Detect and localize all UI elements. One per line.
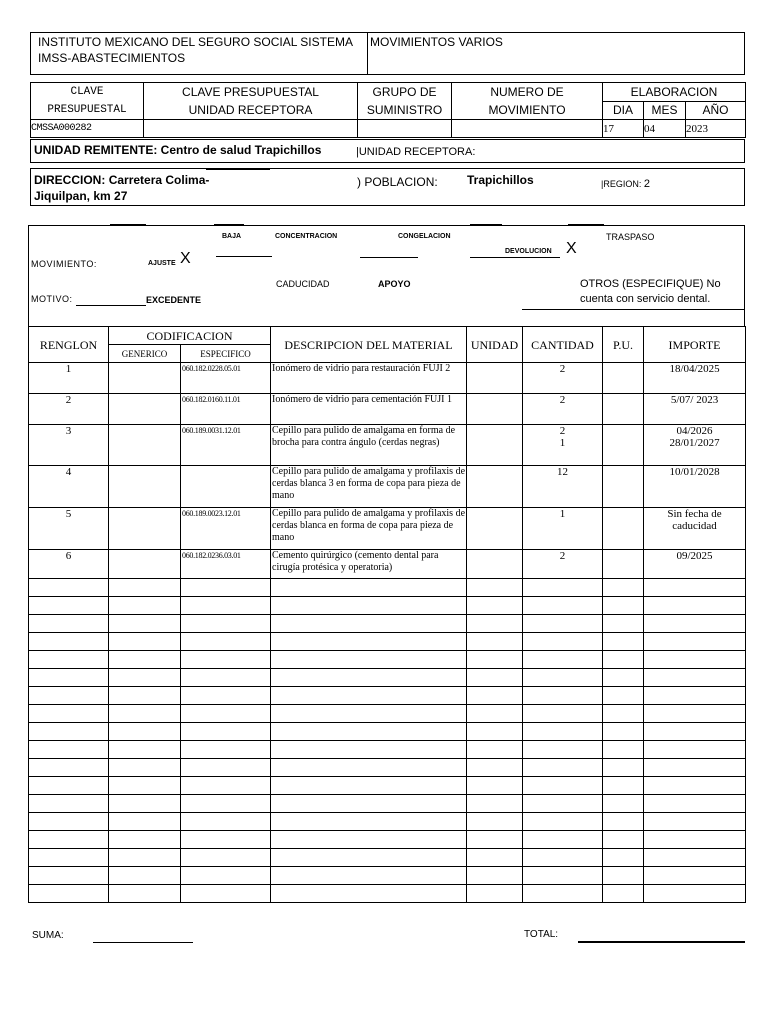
empty-cell (181, 831, 271, 849)
dia-header: DIA (603, 101, 644, 120)
receptora-label: UNIDAD RECEPTORA: (358, 146, 476, 158)
ajuste-label: AJUSTE (148, 260, 176, 267)
empty-cell (644, 723, 746, 741)
descripcion-cell: Cepillo para pulido de amalgama y profilaxis de cerdas blanca en forma de copa para pieza de mano (271, 508, 467, 550)
renglon-cell: 5 (29, 508, 109, 550)
motivo (31, 294, 73, 304)
empty-cell (271, 651, 467, 669)
empty-cell (523, 669, 603, 687)
empty-cell (271, 597, 467, 615)
unidad-remitente (34, 143, 321, 157)
empty-cell (603, 723, 644, 741)
empty-cell (603, 849, 644, 867)
empty-cell (603, 813, 644, 831)
empty-cell (29, 669, 109, 687)
empty-cell (181, 579, 271, 597)
empty-cell (644, 615, 746, 633)
remitente-value: Centro de salud Trapichillos (160, 143, 322, 157)
devolucion-label: DEVOLUCION (505, 248, 552, 255)
empty-cell (603, 759, 644, 777)
empty-cell (109, 597, 181, 615)
empty-cell (271, 759, 467, 777)
baja-line (216, 256, 272, 257)
direccion-value-1: Carretera Colima- (108, 173, 210, 187)
empty-cell (29, 759, 109, 777)
direccion-value-2: Jiquilpan, km 27 (34, 189, 128, 203)
cantidad-cell: 12 (523, 466, 603, 508)
pu-cell (603, 466, 644, 508)
region: |REGION: 2 (601, 178, 650, 190)
empty-cell (523, 597, 603, 615)
renglon-cell: 3 (29, 425, 109, 466)
empty-cell (523, 651, 603, 669)
apoyo-label: APOYO (378, 279, 411, 289)
empty-cell (523, 759, 603, 777)
empty-table-row (29, 669, 746, 687)
mes-value: 04 (644, 120, 686, 138)
empty-cell (523, 849, 603, 867)
empty-table-row (29, 759, 746, 777)
empty-cell (467, 777, 523, 795)
empty-cell (644, 579, 746, 597)
empty-cell (523, 615, 603, 633)
empty-cell (29, 651, 109, 669)
empty-cell (29, 741, 109, 759)
empty-cell (29, 723, 109, 741)
empty-cell (181, 849, 271, 867)
empty-cell (467, 651, 523, 669)
pu-cell (603, 394, 644, 425)
table-row (29, 508, 746, 550)
renglon-cell: 1 (29, 363, 109, 394)
empty-cell (467, 669, 523, 687)
concentracion-line (360, 257, 418, 258)
concentracion-label: CONCENTRACION (275, 233, 338, 240)
empty-cell (181, 633, 271, 651)
table-row (29, 394, 746, 425)
pu-cell (603, 550, 644, 579)
empty-cell (644, 831, 746, 849)
cantidad-cell: 2 1 (523, 425, 603, 466)
devolucion-mark: X (566, 240, 577, 257)
empty-cell (523, 885, 603, 903)
importe-cell: 04/2026 28/01/2027 (644, 425, 746, 466)
renglon-cell: 4 (29, 466, 109, 508)
empty-table-row (29, 777, 746, 795)
empty-cell (29, 795, 109, 813)
empty-cell (271, 579, 467, 597)
empty-cell (644, 687, 746, 705)
empty-cell (29, 813, 109, 831)
empty-cell (109, 885, 181, 903)
empty-cell (467, 741, 523, 759)
empty-cell (181, 777, 271, 795)
renglon-cell: 2 (29, 394, 109, 425)
importe-cell: 5/07/ 2023 (644, 394, 746, 425)
empty-cell (644, 885, 746, 903)
form-title: MOVIMIENTOS VARIOS (370, 35, 503, 49)
empty-cell (271, 867, 467, 885)
empty-cell (29, 633, 109, 651)
empty-cell (29, 777, 109, 795)
empty-cell (523, 723, 603, 741)
movement-top-mark-1 (110, 224, 146, 226)
empty-table-row (29, 741, 746, 759)
empty-cell (603, 867, 644, 885)
otros-line (522, 309, 745, 310)
empty-cell (523, 795, 603, 813)
empty-table-row (29, 795, 746, 813)
total-line (578, 941, 745, 943)
empty-cell (181, 885, 271, 903)
unidad-cell (467, 550, 523, 579)
empty-cell (109, 867, 181, 885)
empty-cell (644, 705, 746, 723)
empty-cell (467, 885, 523, 903)
empty-cell (29, 867, 109, 885)
empty-cell (109, 615, 181, 633)
poblacion-value: Trapichillos (467, 173, 534, 187)
especifico-cell: 060.189.0023.12.01 (181, 508, 271, 550)
empty-cell (523, 813, 603, 831)
descripcion-cell: Cemento quirúrgico (cemento dental para cirugía protésica y operatoria) (271, 550, 467, 579)
unidad-cell (467, 394, 523, 425)
cantidad-cell: 1 (523, 508, 603, 550)
empty-cell (109, 723, 181, 741)
descripcion-cell: Ionómero de vidrio para cementación FUJI 1 (271, 394, 467, 425)
empty-cell (181, 615, 271, 633)
otros-value: cuenta con servicio dental. (580, 293, 711, 305)
unidad-cell (467, 363, 523, 394)
region-value: 2 (643, 178, 650, 190)
clave-receptora-value (144, 120, 358, 138)
grupo-value (358, 120, 452, 138)
motivo-label: MOTIVO: (31, 294, 73, 304)
empty-cell (181, 795, 271, 813)
direccion-label: DIRECCION: (34, 173, 106, 187)
empty-cell (271, 795, 467, 813)
generico-cell (109, 466, 181, 508)
empty-cell (181, 741, 271, 759)
empty-cell (603, 651, 644, 669)
empty-cell (271, 633, 467, 651)
empty-cell (603, 741, 644, 759)
empty-cell (29, 831, 109, 849)
empty-cell (181, 705, 271, 723)
empty-table-row (29, 723, 746, 741)
empty-cell (603, 633, 644, 651)
empty-cell (603, 615, 644, 633)
excedente-label: EXCEDENTE (146, 295, 202, 305)
empty-cell (603, 705, 644, 723)
importe-cell: Sin fecha de caducidad (644, 508, 746, 550)
cantidad-header: CANTIDAD (523, 327, 603, 363)
empty-cell (29, 597, 109, 615)
empty-cell (29, 687, 109, 705)
empty-cell (29, 615, 109, 633)
empty-cell (109, 651, 181, 669)
importe-header: IMPORTE (644, 327, 746, 363)
empty-cell (271, 687, 467, 705)
empty-cell (109, 759, 181, 777)
empty-cell (644, 651, 746, 669)
empty-table-row (29, 813, 746, 831)
clave-presupuestal-header: CLAVE PRESUPUESTAL (31, 83, 144, 120)
empty-cell (109, 669, 181, 687)
descripcion-cell: Cepillo para pulido de amalgama y profilaxis de cerdas blanca 3 en forma de copa para pieza de mano (271, 466, 467, 508)
empty-cell (467, 579, 523, 597)
empty-cell (29, 849, 109, 867)
empty-table-row (29, 849, 746, 867)
cantidad-cell: 2 (523, 394, 603, 425)
empty-cell (181, 669, 271, 687)
header-divider (367, 32, 368, 75)
pu-cell (603, 363, 644, 394)
dia-value: 17 (603, 120, 644, 138)
cantidad-cell: 2 (523, 550, 603, 579)
empty-cell (109, 741, 181, 759)
generico-cell (109, 550, 181, 579)
empty-cell (29, 885, 109, 903)
empty-cell (644, 813, 746, 831)
empty-cell (467, 705, 523, 723)
empty-table-row (29, 615, 746, 633)
especifico-cell: 060.189.0031.12.01 (181, 425, 271, 466)
empty-cell (271, 885, 467, 903)
empty-cell (29, 705, 109, 723)
empty-table-row (29, 579, 746, 597)
empty-cell (109, 633, 181, 651)
generico-cell (109, 508, 181, 550)
empty-cell (644, 849, 746, 867)
empty-table-row (29, 597, 746, 615)
empty-cell (603, 795, 644, 813)
empty-cell (523, 831, 603, 849)
empty-cell (109, 687, 181, 705)
empty-cell (644, 759, 746, 777)
clave-receptora-header: CLAVE PRESUPUESTAL UNIDAD RECEPTORA (144, 83, 358, 120)
traspaso-label: TRASPASO (606, 232, 655, 242)
pu-cell (603, 425, 644, 466)
institution-name: INSTITUTO MEXICANO DEL SEGURO SOCIAL SISTEMA IMSS-ABASTECIMIENTOS (38, 35, 353, 65)
empty-cell (603, 687, 644, 705)
direccion-underline (206, 168, 270, 170)
empty-cell (523, 741, 603, 759)
generico-cell (109, 363, 181, 394)
empty-cell (523, 633, 603, 651)
mes-header: MES (644, 101, 686, 120)
empty-cell (271, 777, 467, 795)
congelacion-label: CONGELACION (398, 233, 451, 240)
empty-cell (271, 741, 467, 759)
anio-header: AÑO (686, 101, 746, 120)
table-row (29, 550, 746, 579)
descripcion-header: DESCRIPCION DEL MATERIAL (271, 327, 467, 363)
especifico-header: ESPECIFICO (181, 345, 271, 363)
empty-cell (29, 579, 109, 597)
empty-cell (271, 813, 467, 831)
empty-cell (603, 885, 644, 903)
empty-cell (181, 723, 271, 741)
empty-cell (467, 831, 523, 849)
unidad-cell (467, 425, 523, 466)
empty-cell (603, 777, 644, 795)
empty-cell (181, 813, 271, 831)
empty-cell (467, 723, 523, 741)
poblacion: ) POBLACION: (357, 175, 438, 189)
renglon-cell: 6 (29, 550, 109, 579)
unidad-header: UNIDAD (467, 327, 523, 363)
empty-cell (271, 669, 467, 687)
empty-cell (271, 705, 467, 723)
importe-cell: 10/01/2028 (644, 466, 746, 508)
keys-table (30, 82, 746, 138)
empty-table-row (29, 687, 746, 705)
especifico-cell: 060.182.0228.05.01 (181, 363, 271, 394)
empty-table-row (29, 633, 746, 651)
empty-cell (467, 633, 523, 651)
generico-cell (109, 394, 181, 425)
codificacion-header: CODIFICACION (109, 327, 271, 345)
empty-cell (644, 633, 746, 651)
empty-cell (181, 651, 271, 669)
empty-cell (644, 741, 746, 759)
table-row (29, 425, 746, 466)
numero-value (452, 120, 603, 138)
empty-cell (109, 831, 181, 849)
empty-cell (523, 687, 603, 705)
empty-cell (109, 705, 181, 723)
empty-cell (271, 723, 467, 741)
devolucion-line (470, 257, 560, 258)
movement-top-mark-4 (568, 224, 604, 226)
total-label: TOTAL: (524, 929, 559, 940)
empty-cell (644, 795, 746, 813)
remitente-label: UNIDAD REMITENTE: (34, 143, 158, 157)
empty-cell (181, 687, 271, 705)
descripcion-cell: Cepillo para pulido de amalgama en forma de brocha para contra ángulo (cerdas negras) (271, 425, 467, 466)
region-label: REGION: (603, 179, 642, 189)
direccion (34, 172, 209, 204)
empty-cell (467, 759, 523, 777)
numero-movimiento-header: NUMERO DE MOVIMIENTO (452, 83, 603, 120)
empty-table-row (29, 705, 746, 723)
especifico-cell: 060.182.0160.11.01 (181, 394, 271, 425)
empty-cell (109, 849, 181, 867)
empty-cell (467, 795, 523, 813)
empty-cell (644, 597, 746, 615)
empty-cell (523, 777, 603, 795)
empty-cell (467, 849, 523, 867)
importe-cell: 18/04/2025 (644, 363, 746, 394)
poblacion-label: POBLACION: (364, 175, 438, 189)
suma-line (93, 942, 193, 943)
otros-label: OTROS (ESPECIFIQUE) No (580, 278, 721, 290)
empty-cell (467, 687, 523, 705)
caducidad-label: CADUCIDAD (276, 279, 330, 289)
importe-cell: 09/2025 (644, 550, 746, 579)
motivo-line (76, 305, 146, 306)
empty-cell (603, 669, 644, 687)
generico-cell (109, 425, 181, 466)
renglon-header: RENGLON (29, 327, 109, 363)
table-row (29, 466, 746, 508)
empty-cell (644, 867, 746, 885)
empty-cell (603, 597, 644, 615)
empty-cell (181, 867, 271, 885)
empty-cell (467, 867, 523, 885)
unidad-cell (467, 466, 523, 508)
movimiento-label: MOVIMIENTO: (31, 259, 97, 269)
empty-table-row (29, 885, 746, 903)
clave-presupuestal-value: CMSSA000282 (31, 120, 144, 138)
empty-cell (644, 777, 746, 795)
empty-table-row (29, 867, 746, 885)
empty-cell (523, 867, 603, 885)
items-table (28, 326, 746, 903)
table-row (29, 363, 746, 394)
empty-cell (467, 615, 523, 633)
ajuste-mark: X (180, 250, 191, 267)
empty-cell (644, 669, 746, 687)
empty-cell (603, 579, 644, 597)
unidad-cell (467, 508, 523, 550)
generico-header: GENERICO (109, 345, 181, 363)
baja-label: BAJA (222, 233, 242, 240)
item-rows (29, 363, 746, 903)
empty-cell (271, 615, 467, 633)
suma-label: SUMA: (32, 930, 64, 941)
grupo-suministro-header: GRUPO DE SUMINISTRO (358, 83, 452, 120)
empty-cell (181, 597, 271, 615)
empty-cell (109, 777, 181, 795)
empty-cell (109, 813, 181, 831)
cantidad-cell: 2 (523, 363, 603, 394)
elaboracion-header: ELABORACION (603, 83, 746, 102)
empty-cell (467, 813, 523, 831)
movement-top-mark-3 (470, 224, 502, 226)
empty-cell (109, 579, 181, 597)
empty-table-row (29, 651, 746, 669)
empty-cell (603, 831, 644, 849)
empty-cell (467, 597, 523, 615)
descripcion-cell: Ionómero de vidrio para restauración FUJI 2 (271, 363, 467, 394)
empty-cell (271, 831, 467, 849)
especifico-cell: 060.182.0236.03.01 (181, 550, 271, 579)
anio-value: 2023 (686, 120, 746, 138)
empty-cell (109, 795, 181, 813)
pu-header: P.U. (603, 327, 644, 363)
empty-table-row (29, 831, 746, 849)
unidad-receptora: |UNIDAD RECEPTORA: (356, 146, 476, 158)
empty-cell (181, 759, 271, 777)
empty-cell (523, 705, 603, 723)
empty-cell (523, 579, 603, 597)
empty-cell (271, 849, 467, 867)
pu-cell (603, 508, 644, 550)
especifico-cell (181, 466, 271, 508)
movement-top-mark-2 (214, 224, 244, 226)
